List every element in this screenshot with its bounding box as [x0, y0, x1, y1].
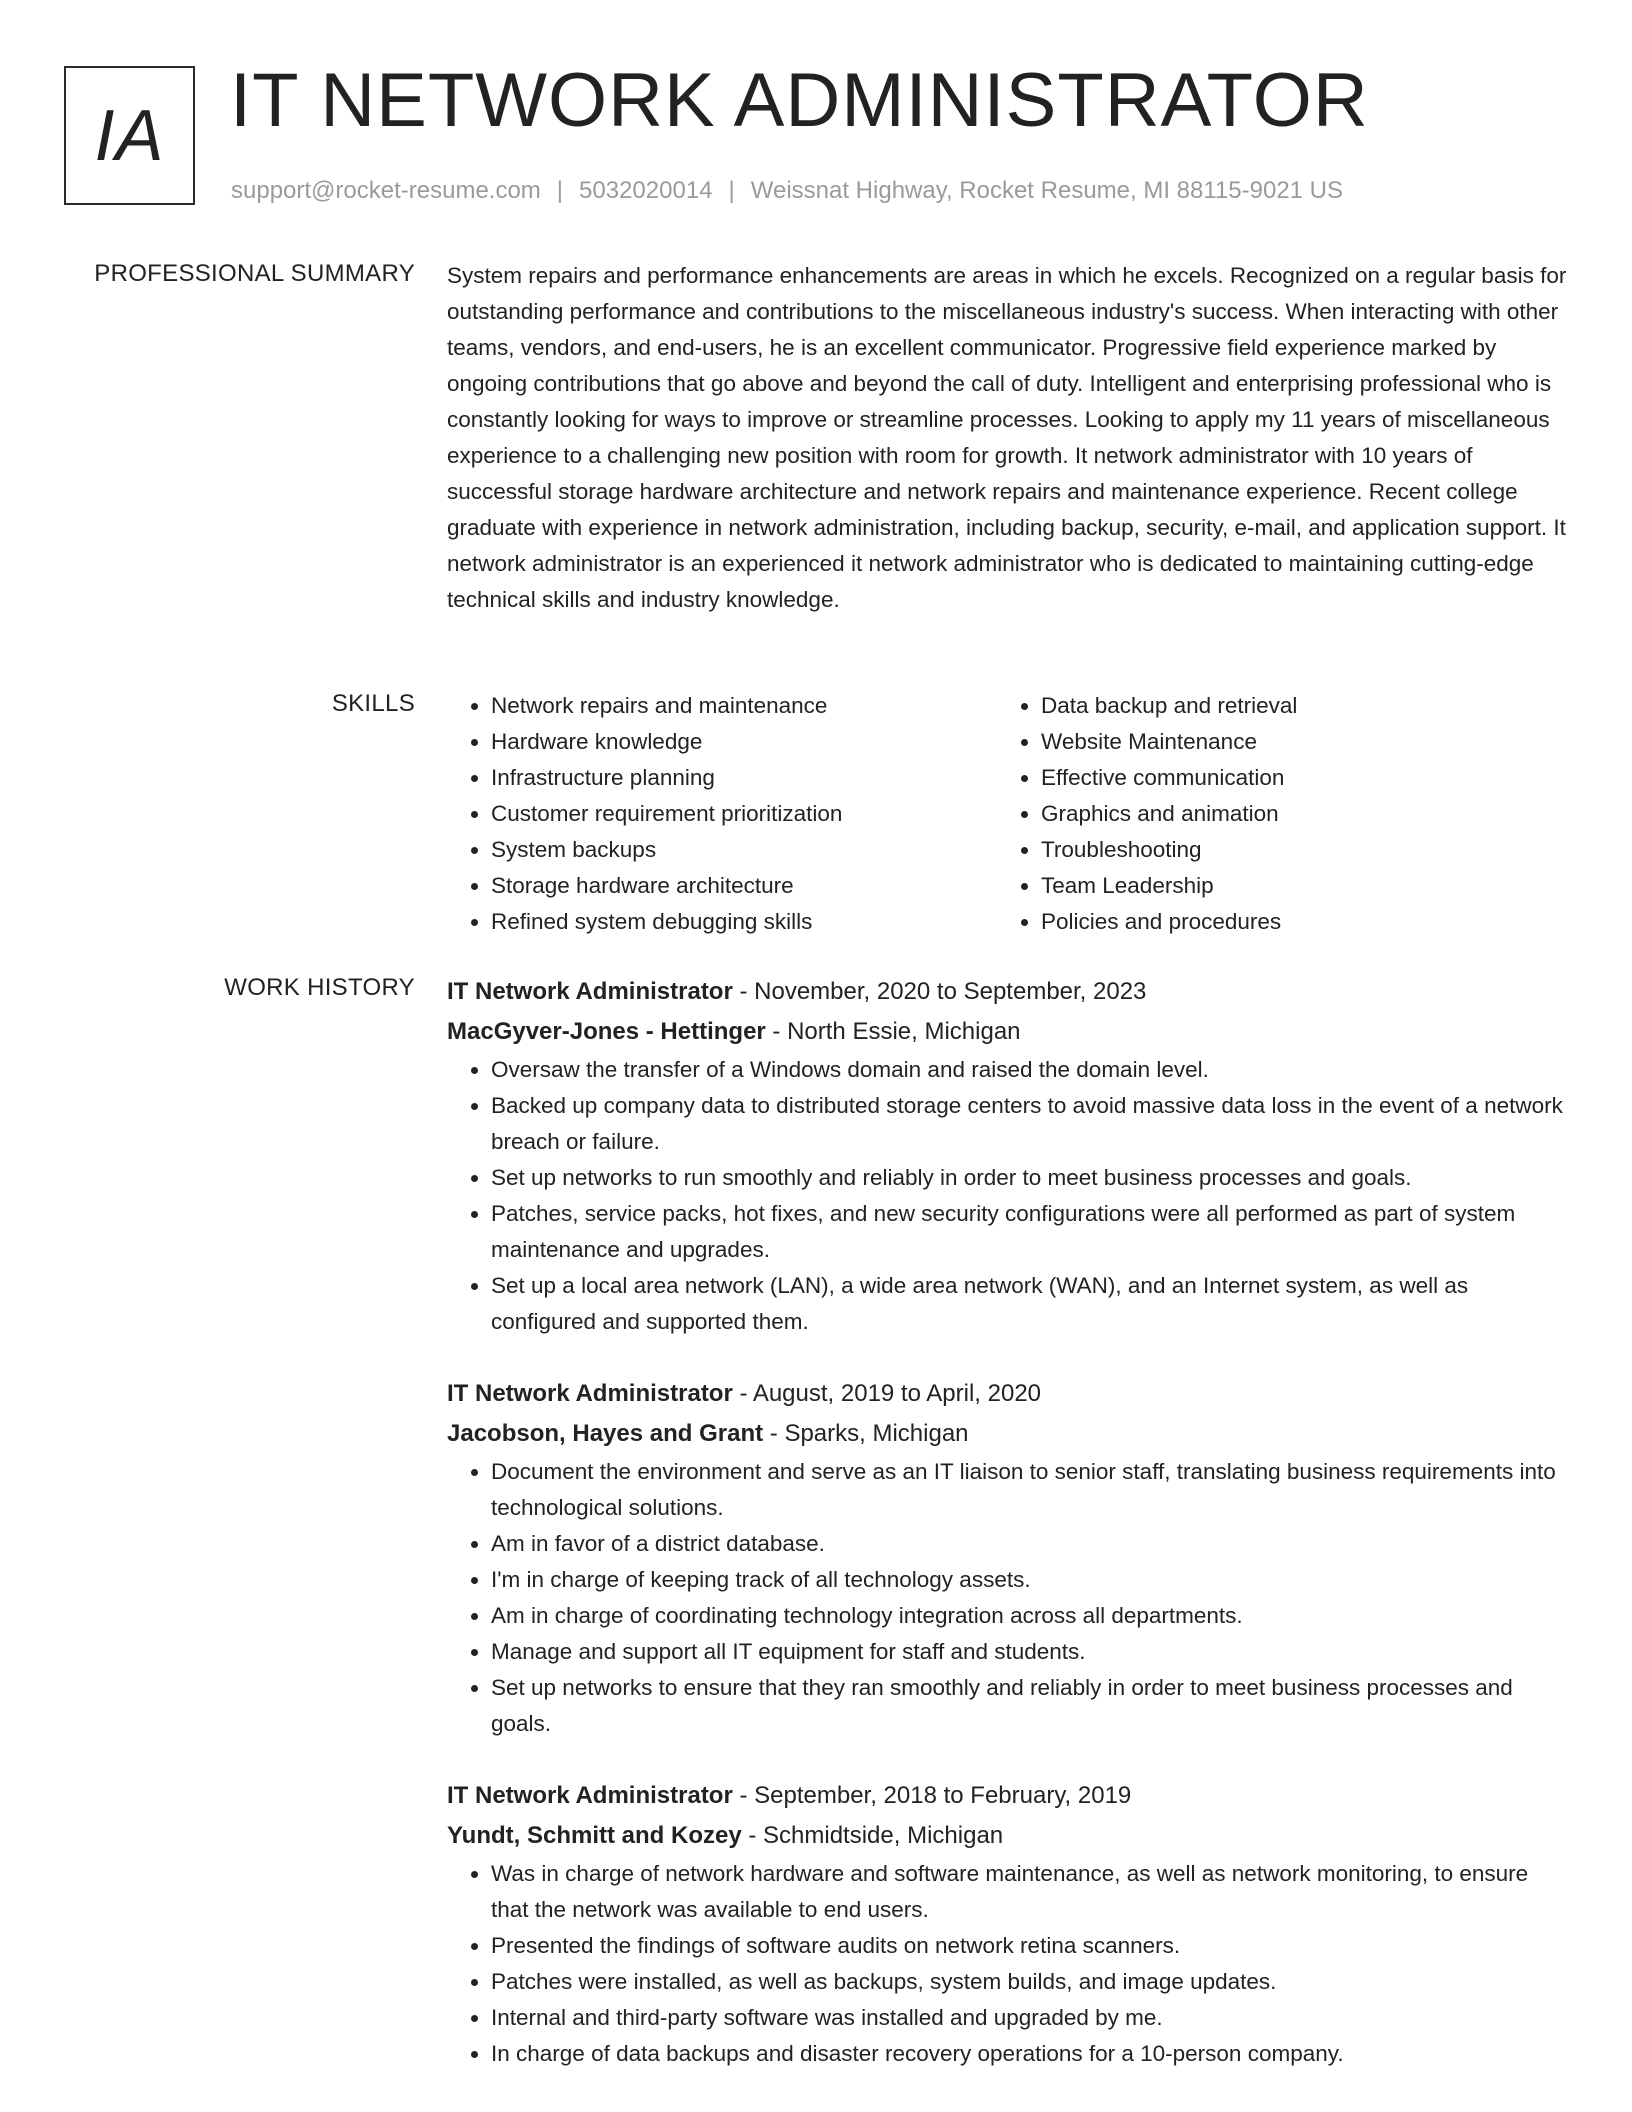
section-label-skills: SKILLS — [331, 690, 415, 717]
skill-item: • Website Maintenance — [1041, 724, 1547, 760]
job-bullet: • Patches were installed, as well as backups, system builds, and image updates. — [491, 1964, 1567, 2000]
job-company-line — [447, 1816, 1567, 1856]
contact-phone: 5032020014 — [579, 177, 713, 204]
skill-item: • Policies and procedures — [1041, 904, 1547, 940]
summary-text: System repairs and performance enhancements are areas in which he excels. Recognized on a regular basis for outstanding performance and contributions to the miscellaneous industry's success. When interacting with other teams, vendors, and end-users, he is an excellent communicator. Progressive field experience marked by ongoing contributions that go above and beyond the call of duty. Intelligent and enterprising professional who is constantly looking for ways to improve or streamline processes. Looking to apply my 11 years of miscellaneous experience to a challenging new position with room for growth. It network administrator with 10 years of successful storage hardware architecture and network repairs and maintenance experience. Recent college graduate with experience in network administration, including backup, security, e-mail, and application support. It network administrator is an experienced it network administrator who is dedicated to maintaining cutting-edge technical skills and industry knowledge. — [447, 263, 1567, 612]
skill-item: • Customer requirement prioritization — [491, 796, 997, 832]
contact-email: support@rocket-resume.com — [231, 177, 541, 204]
skill-item: • System backups — [491, 832, 997, 868]
summary-body — [447, 258, 1567, 618]
job-bullet: • I'm in charge of keeping track of all technology assets. — [491, 1562, 1567, 1598]
job-entry — [447, 972, 1567, 1340]
job-company-line — [447, 1414, 1567, 1454]
job-bullets — [447, 1052, 1567, 1340]
job-company: Yundt, Schmitt and Kozey — [447, 1822, 742, 1849]
skill-item: • Graphics and animation — [1041, 796, 1547, 832]
skills-list-left — [447, 688, 997, 940]
job-bullet: • Am in favor of a district database. — [491, 1526, 1567, 1562]
contact-address: Weissnat Highway, Rocket Resume, MI 88115-9021 US — [750, 177, 1344, 204]
job-bullet: • Manage and support all IT equipment for staff and students. — [491, 1634, 1567, 1670]
job-bullet: • Set up networks to ensure that they ran smoothly and reliably in order to meet business processes and goals. — [491, 1670, 1567, 1742]
job-bullets — [447, 1856, 1567, 2072]
section-label-work: WORK HISTORY — [224, 974, 415, 1001]
job-location: - North Essie, Michigan — [765, 1018, 1021, 1045]
skill-item: • Data backup and retrieval — [1041, 688, 1547, 724]
skill-item: • Network repairs and maintenance — [491, 688, 997, 724]
skill-item: • Infrastructure planning — [491, 760, 997, 796]
skill-item: • Hardware knowledge — [491, 724, 997, 760]
contact-separator: | — [556, 177, 564, 204]
skill-item: • Troubleshooting — [1041, 832, 1547, 868]
job-location: - Schmidtside, Michigan — [741, 1822, 1004, 1849]
job-bullet: • Set up networks to run smoothly and reliably in order to meet business processes and goals. — [491, 1160, 1567, 1196]
job-bullet: • Oversaw the transfer of a Windows domain and raised the domain level. — [491, 1052, 1567, 1088]
job-bullet: • Internal and third-party software was installed and upgraded by me. — [491, 2000, 1567, 2036]
job-bullet: • Patches, service packs, hot fixes, and new security configurations were all performed as part of system maintenance and upgrades. — [491, 1196, 1567, 1268]
work-body — [447, 972, 1567, 2106]
job-entry — [447, 1776, 1567, 2072]
job-title-line — [447, 972, 1567, 1012]
resume-title: IT NETWORK ADMINISTRATOR — [230, 58, 1369, 143]
section-label-summary: PROFESSIONAL SUMMARY — [94, 260, 415, 287]
job-bullets — [447, 1454, 1567, 1742]
job-bullet: • Was in charge of network hardware and software maintenance, as well as network monitoring, to ensure that the network was available to end users. — [491, 1856, 1567, 1928]
skill-item: • Storage hardware architecture — [491, 868, 997, 904]
monogram-text: IA — [94, 95, 165, 176]
job-company: Jacobson, Hayes and Grant — [447, 1420, 764, 1447]
job-title-line — [447, 1374, 1567, 1414]
job-title-line — [447, 1776, 1567, 1816]
job-title: IT Network Administrator — [447, 978, 733, 1005]
skill-item: • Team Leadership — [1041, 868, 1547, 904]
job-bullet: • Document the environment and serve as an IT liaison to senior staff, translating business requirements into technological solutions. — [491, 1454, 1567, 1526]
contact-separator: | — [728, 177, 735, 204]
job-bullet: • In charge of data backups and disaster recovery operations for a 10-person company. — [491, 2036, 1567, 2072]
skill-item: • Refined system debugging skills — [491, 904, 997, 940]
job-company: MacGyver-Jones - Hettinger — [447, 1018, 766, 1045]
job-title: IT Network Administrator — [447, 1782, 733, 1809]
job-bullet: • Backed up company data to distributed storage centers to avoid massive data loss in the event of a network breach or failure. — [491, 1088, 1567, 1160]
job-dates: - August, 2019 to April, 2020 — [732, 1380, 1042, 1407]
job-company-line — [447, 1012, 1567, 1052]
skills-body — [447, 688, 1567, 940]
job-dates: - September, 2018 to February, 2019 — [732, 1782, 1132, 1809]
job-bullet: • Set up a local area network (LAN), a wide area network (WAN), and an Internet system, as well as configured and supported them. — [491, 1268, 1567, 1340]
skills-list-right — [997, 688, 1547, 940]
contact-line — [231, 175, 1343, 207]
job-dates: - November, 2020 to September, 2023 — [732, 978, 1147, 1005]
job-bullet: • Am in charge of coordinating technology integration across all departments. — [491, 1598, 1567, 1634]
job-location: - Sparks, Michigan — [763, 1420, 969, 1447]
skill-item: • Effective communication — [1041, 760, 1547, 796]
monogram-logo — [64, 66, 195, 205]
job-bullet: • Presented the findings of software audits on network retina scanners. — [491, 1928, 1567, 1964]
job-title: IT Network Administrator — [447, 1380, 733, 1407]
job-entry — [447, 1374, 1567, 1742]
